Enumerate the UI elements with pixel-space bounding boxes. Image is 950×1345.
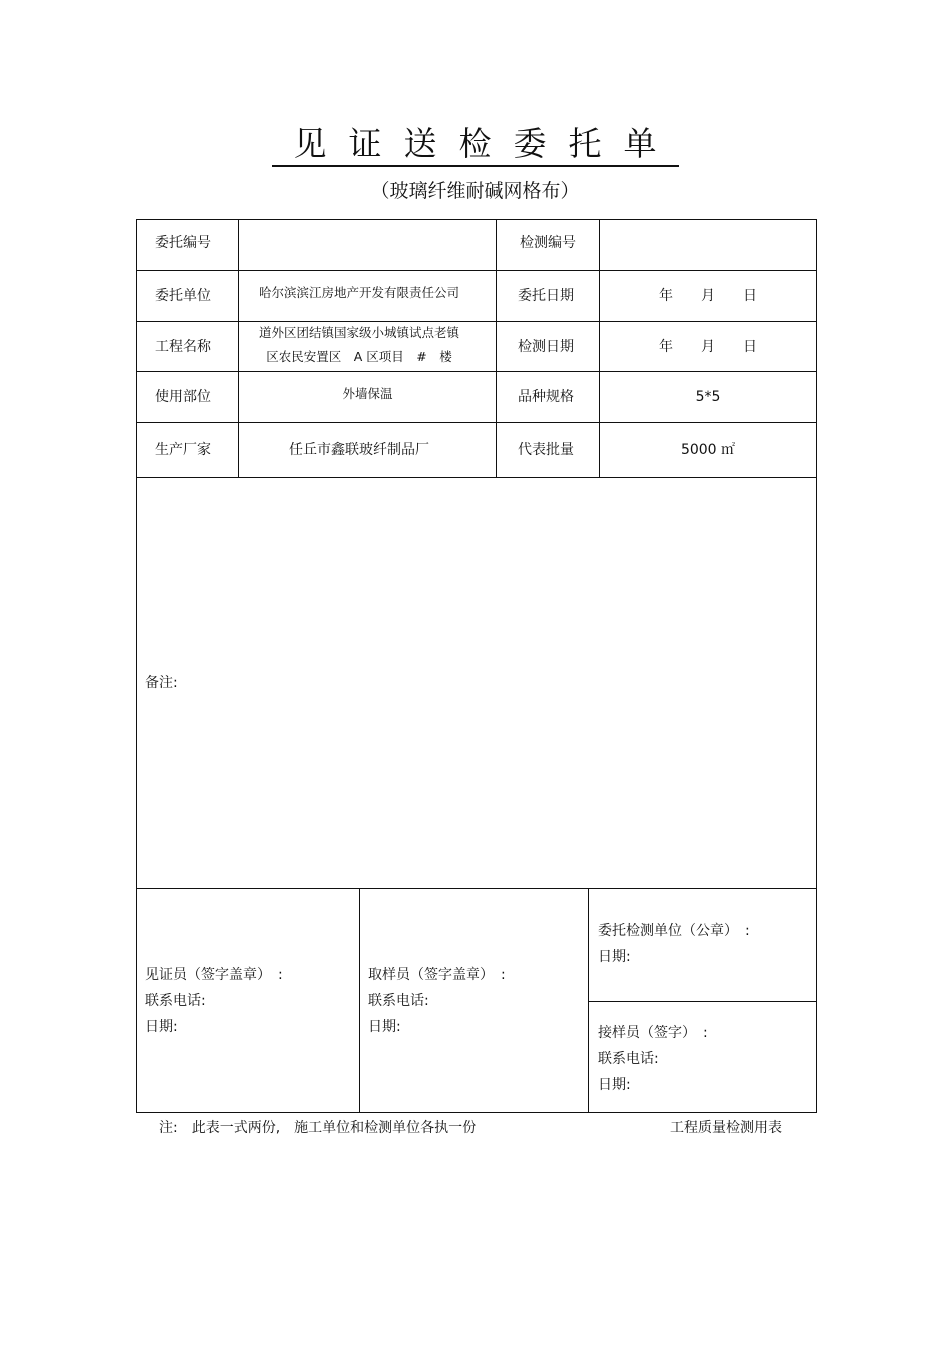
sampler-phone-line: 联系电话: — [368, 993, 429, 1009]
witness-date-line: 日期: — [145, 1019, 178, 1035]
batch-label: 代表批量 — [518, 442, 574, 458]
test-no-label: 检测编号 — [520, 235, 576, 251]
row-divider — [588, 1001, 816, 1002]
row-divider — [137, 477, 816, 478]
receiver-phone-line: 联系电话: — [598, 1051, 659, 1067]
entrusting-unit-block — [598, 918, 750, 970]
entrusting-unit-seal-line: 委托检测单位（公章） : — [598, 923, 750, 939]
entrustment-form — [136, 219, 817, 1113]
entrust-date-year: 年 — [659, 288, 673, 304]
col-divider — [588, 888, 589, 1112]
entrust-no-value[interactable] — [239, 220, 496, 270]
footer-form-type: 工程质量检测用表 — [670, 1120, 782, 1136]
project-name-label: 工程名称 — [155, 338, 211, 355]
receiver-date-line: 日期: — [598, 1077, 631, 1093]
test-date-year: 年 — [659, 338, 673, 355]
entrust-unit-label: 委托单位 — [155, 288, 211, 304]
document-title: 见证送检委托单 — [0, 122, 950, 166]
manufacturer-label: 生产厂家 — [155, 442, 211, 458]
project-name-value — [239, 318, 479, 371]
entrust-no-label: 委托编号 — [155, 235, 211, 251]
entrusting-unit-date-line: 日期: — [598, 949, 631, 965]
test-date-day: 日 — [743, 338, 757, 355]
sampler-signature-line: 取样员（签字盖章） : — [368, 967, 506, 983]
footer-note: 注: 此表一式两份, 施工单位和检测单位各执一份 — [159, 1120, 477, 1136]
sampler-date-line: 日期: — [368, 1019, 401, 1035]
entrust-unit-value: 哈尔滨滨江房地产开发有限责任公司 — [258, 285, 459, 300]
sampler-signature-block — [368, 962, 506, 1040]
project-name-line1: 道外区团结镇国家级小城镇试点老镇 — [258, 324, 459, 340]
spec-value: 5*5 — [695, 389, 721, 405]
test-date-label: 检测日期 — [518, 338, 574, 355]
receiver-signature-line: 接样员（签字） : — [598, 1025, 708, 1041]
entrust-date-value[interactable] — [600, 271, 816, 321]
usage-value: 外墙保温 — [342, 386, 393, 401]
entrust-date-label: 委托日期 — [518, 288, 574, 304]
manufacturer-value: 任丘市鑫联玻纤制品厂 — [289, 442, 429, 458]
col-divider — [359, 888, 360, 1112]
document-subtitle: （玻璃纤维耐碱网格布） — [370, 180, 580, 202]
witness-signature-block — [145, 962, 283, 1040]
entrust-date-month: 月 — [701, 288, 715, 304]
test-date-month: 月 — [701, 338, 715, 355]
receiver-signature-block — [598, 1020, 708, 1098]
usage-label: 使用部位 — [155, 389, 211, 405]
witness-signature-line: 见证员（签字盖章） : — [145, 967, 283, 983]
spec-label: 品种规格 — [518, 389, 574, 405]
batch-value: 5000 ㎡ — [680, 442, 736, 458]
remarks-label: 备注: — [145, 675, 178, 691]
entrust-date-day: 日 — [743, 288, 757, 304]
row-divider — [137, 888, 816, 889]
witness-phone-line: 联系电话: — [145, 993, 206, 1009]
test-date-value[interactable] — [600, 322, 816, 371]
project-name-line2: 区农民安置区 A 区项目 # 楼 — [266, 348, 452, 364]
test-no-value[interactable] — [600, 220, 816, 270]
